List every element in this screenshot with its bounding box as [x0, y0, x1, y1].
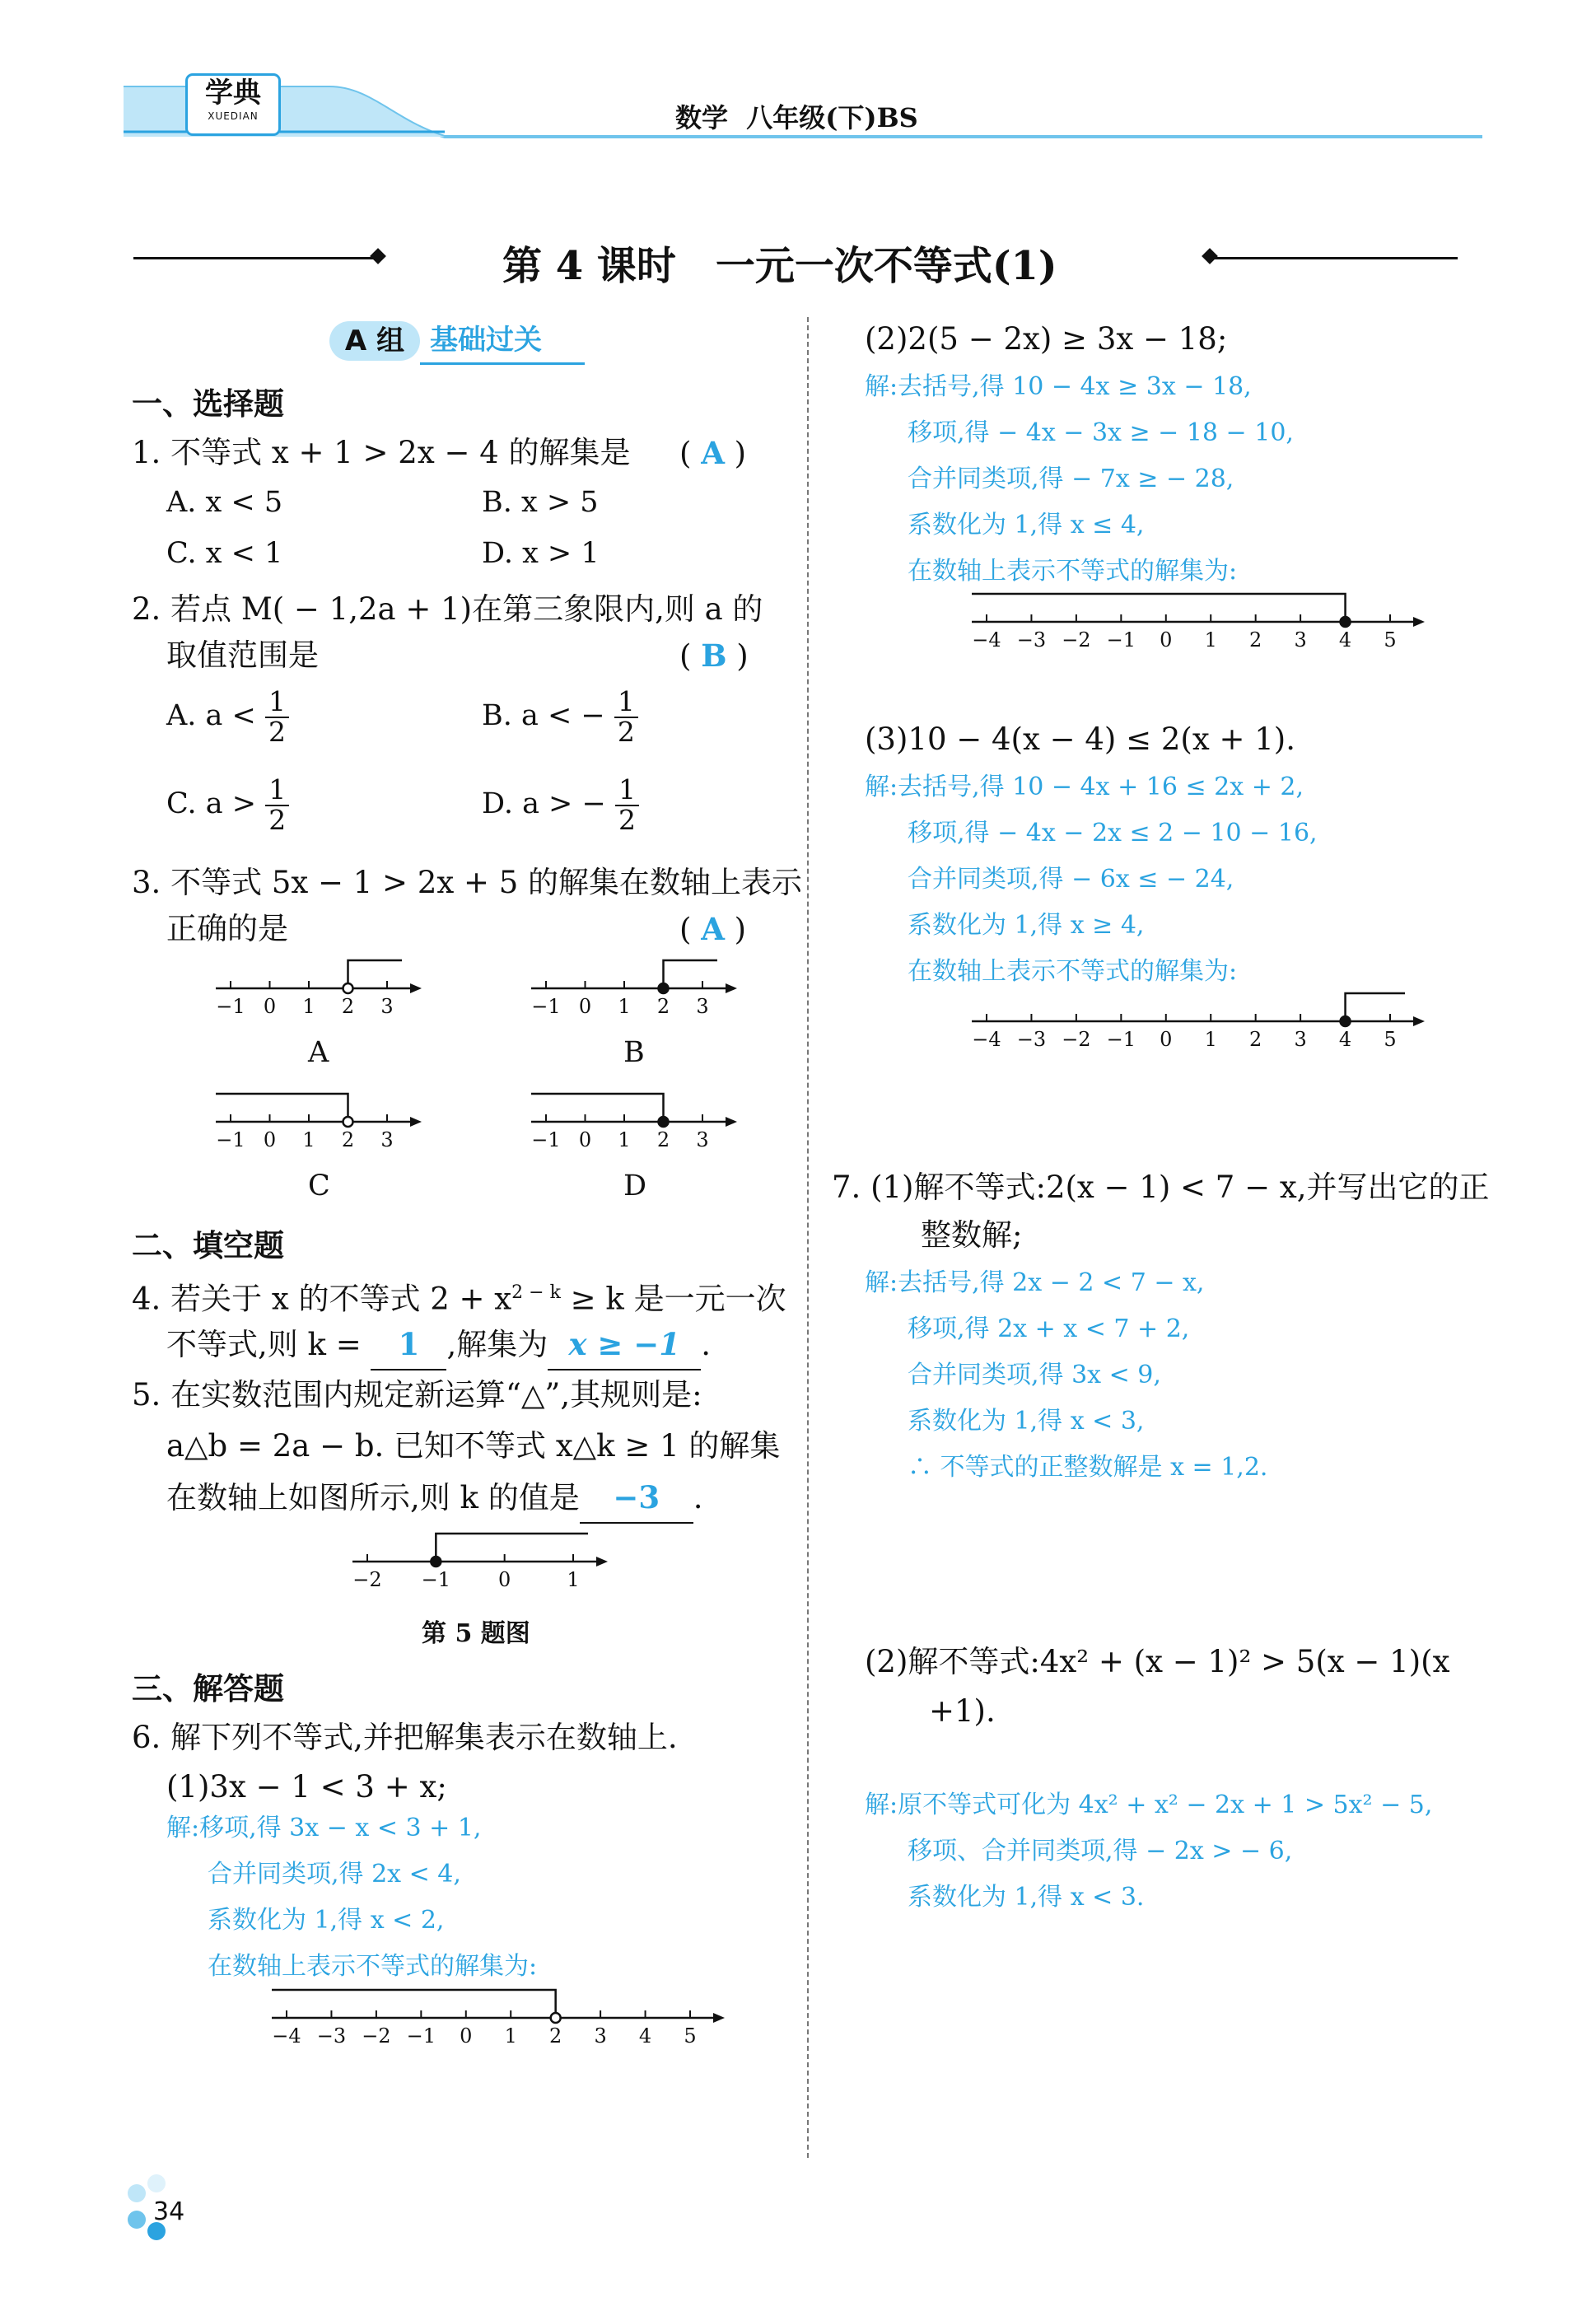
tick-label: 2 [1249, 628, 1262, 651]
tick-label: −1 [406, 2024, 436, 2048]
tick-label: 0 [1160, 628, 1173, 651]
fraction: $\frac{1}{2}$ [265, 688, 289, 746]
tick-label: 1 [302, 1128, 315, 1151]
tick-label: 4 [638, 2024, 652, 2048]
q6-part2-numberline [972, 589, 1425, 655]
solution-ray [1346, 993, 1405, 1021]
q6-part3-solution: 解:去括号,得 10 − 4x + 16 ≤ 2x + 2, 移项,得 − 4x − 2x ≤ 2 − 10 − 16, 合并同类项,得 − 6x ≤ − 24, 系数化为 1,得 x ≥ 4, 在数轴上表示不等式的解集为: [865, 773, 1318, 986]
tick-label: 2 [549, 2024, 562, 2048]
q3-stem-line1: 3. 不等式 5x − 1 > 2x + 5 的解集在数轴上表示 [132, 865, 803, 900]
q5-line2: a△b = 2a − b. 已知不等式 x△k ≥ 1 的解集 [166, 1428, 781, 1464]
q3-stem-line2: 正确的是 [166, 911, 288, 946]
tick-label: −1 [531, 995, 561, 1018]
tick-label: 2 [656, 1128, 670, 1151]
closed-endpoint [659, 1117, 669, 1127]
solution-ray [272, 1990, 556, 2018]
solution-ray [972, 594, 1346, 622]
section-solve: 三、解答题 [132, 1670, 284, 1707]
q2-stem-line2: 取值范围是 [166, 637, 319, 673]
q4-answer-set: x ≥ −1 [548, 1319, 701, 1370]
lesson-title: 第 4 课时 一元一次不等式(1) [502, 243, 1057, 289]
group-label: 基础过关 [430, 324, 542, 357]
header-title: 数学 八年级(下)BS [675, 102, 918, 133]
axis-arrow-icon [726, 1117, 737, 1127]
solution-ray [348, 960, 403, 988]
q1-opt-c: C. x < 1 [166, 537, 283, 570]
tick-label: −3 [1016, 1028, 1047, 1051]
q1-stem: 1. 不等式 x + 1 > 2x − 4 的解集是 [132, 435, 631, 470]
tick-label: 3 [380, 1128, 394, 1151]
tick-label: 1 [618, 1128, 631, 1151]
solution-ray [436, 1534, 588, 1562]
q7-part2-solution: 解:原不等式可化为 4x² + x² − 2x + 1 > 5x² − 5, 移项、合并同类项,得 − 2x > − 6, 系数化为 1,得 x < 3. [865, 1791, 1433, 1912]
q6-part1: (1)3x − 1 < 3 + x; [166, 1769, 447, 1805]
logo: 学典 XUEDIAN [188, 76, 278, 133]
solution-ray [664, 960, 718, 988]
q2-answer-bracket: ( B ) [679, 637, 749, 674]
tick-label: −1 [1106, 1028, 1136, 1051]
tick-label: 2 [656, 995, 670, 1018]
tick-label: −1 [216, 1128, 245, 1151]
solution-ray [531, 1094, 664, 1122]
tick-label: −3 [316, 2024, 347, 2048]
fraction: $\frac{1}{2}$ [615, 776, 639, 834]
axis-arrow-icon [596, 1557, 608, 1567]
q5-figure-caption: 第 5 题图 [422, 1619, 530, 1648]
q2-opt-a: A. a < $\frac{1}{2}$ [166, 688, 289, 746]
tick-label: −2 [1062, 628, 1091, 651]
closed-endpoint [1341, 617, 1351, 627]
q3-numberline-b [531, 955, 737, 1021]
q2-stem-line1: 2. 若点 M( − 1,2a + 1)在第三象限内,则 a 的 [132, 591, 763, 627]
tick-label: −2 [352, 1568, 382, 1591]
tick-label: −4 [272, 2024, 301, 2048]
tick-label: 3 [1294, 628, 1307, 651]
tick-label: 5 [1384, 1028, 1397, 1051]
axis-arrow-icon [410, 983, 422, 993]
title-rule-left [133, 257, 380, 259]
q7-part1-solution: 解:去括号,得 2x − 2 < 7 − x, 移项,得 2x + x < 7 + 2, 合并同类项,得 3x < 9, 系数化为 1,得 x < 3, ∴ 不等式的正整数解是 x = 1,2. [865, 1268, 1268, 1482]
tick-label: 3 [594, 2024, 607, 2048]
q5-numberline [352, 1529, 608, 1595]
q7-part2-line2: +1). [929, 1693, 996, 1729]
axis-arrow-icon [1413, 1016, 1425, 1026]
tick-label: 1 [1204, 1028, 1217, 1051]
axis-arrow-icon [1413, 617, 1425, 627]
tick-label: −4 [972, 1028, 1001, 1051]
tick-label: 0 [263, 1128, 277, 1151]
tick-label: 0 [498, 1568, 511, 1591]
q5-line3: 在数轴上如图所示,则 k 的值是 −3 . [166, 1473, 702, 1524]
tick-label: 1 [618, 995, 631, 1018]
axis-arrow-icon [410, 1117, 422, 1127]
q6-part2-solution: 解:去括号,得 10 − 4x ≥ 3x − 18, 移项,得 − 4x − 3x ≥ − 18 − 10, 合并同类项,得 − 7x ≥ − 28, 系数化为 1,得 x ≤ 4, 在数轴上表示不等式的解集为: [865, 372, 1294, 586]
tick-label: −1 [531, 1128, 561, 1151]
title-diamond-right [1202, 248, 1218, 264]
q2-opt-b: B. a < − $\frac{1}{2}$ [482, 688, 638, 746]
q3-numberline-a [216, 955, 422, 1021]
tick-label: −2 [362, 2024, 391, 2048]
group-badge-pill: A 组 [329, 321, 420, 361]
tick-label: 3 [696, 995, 709, 1018]
closed-endpoint [1341, 1016, 1351, 1026]
q7-part1-line2: 整数解; [921, 1217, 1023, 1253]
column-divider [807, 317, 809, 2158]
q6-part3: (3)10 − 4(x − 4) ≤ 2(x + 1). [865, 721, 1295, 757]
tick-label: 0 [263, 995, 277, 1018]
tick-label: 2 [1249, 1028, 1262, 1051]
closed-endpoint [659, 983, 669, 993]
q1-opt-b: B. x > 5 [482, 486, 599, 519]
q1-answer-bracket: ( A ) [679, 435, 747, 471]
tick-label: 0 [578, 1128, 592, 1151]
section-choice: 一、选择题 [132, 385, 284, 422]
q3-numberline-d [531, 1089, 737, 1155]
q6-part2: (2)2(5 − 2x) ≥ 3x − 18; [865, 321, 1228, 357]
q6-part1-solution: 解:移项,得 3x − x < 3 + 1, 合并同类项,得 2x < 4, 系数化为 1,得 x < 2, 在数轴上表示不等式的解集为: [166, 1814, 538, 1981]
axis-arrow-icon [713, 2013, 725, 2023]
q2-opt-d: D. a > − $\frac{1}{2}$ [482, 776, 639, 834]
q7-part1-line1: 7. (1)解不等式:2(x − 1) < 7 − x,并写出它的正 [832, 1170, 1490, 1205]
tick-label: 5 [1384, 628, 1397, 651]
q5-line1: 5. 在实数范围内规定新运算“△”,其规则是: [132, 1377, 702, 1412]
fraction: $\frac{1}{2}$ [614, 688, 638, 746]
tick-label: 0 [1160, 1028, 1173, 1051]
q4-line2: 不等式,则 k = 1 ,解集为 x ≥ −1 . [166, 1319, 711, 1370]
tick-label: 2 [341, 1128, 355, 1151]
tick-label: 3 [1294, 1028, 1307, 1051]
q6-part1-numberline [272, 1985, 725, 2051]
tick-label: −1 [421, 1568, 451, 1591]
axis-arrow-icon [726, 983, 737, 993]
tick-label: 1 [302, 995, 315, 1018]
q7-part2-line1: (2)解不等式:4x² + (x − 1)² > 5(x − 1)(x [865, 1644, 1450, 1679]
fraction: $\frac{1}{2}$ [265, 776, 289, 834]
title-diamond-left [370, 248, 386, 264]
open-endpoint [343, 1117, 353, 1127]
tick-label: 1 [567, 1568, 580, 1591]
q3-label-b: B [623, 1036, 645, 1069]
q3-answer-bracket: ( A ) [679, 911, 747, 947]
open-endpoint [343, 983, 353, 993]
group-badge [329, 320, 585, 366]
tick-label: 1 [504, 2024, 517, 2048]
solution-ray [216, 1094, 348, 1122]
q2-opt-c: C. a > $\frac{1}{2}$ [166, 776, 289, 834]
tick-label: −3 [1016, 628, 1047, 651]
tick-label: 4 [1338, 1028, 1352, 1051]
page-number: 34 [153, 2197, 185, 2226]
q5-answer: −3 [580, 1473, 693, 1524]
tick-label: −2 [1062, 1028, 1091, 1051]
q3-label-d: D [623, 1170, 647, 1202]
tick-label: 2 [341, 995, 355, 1018]
q1-opt-d: D. x > 1 [482, 537, 600, 570]
q6-part3-numberline [972, 988, 1425, 1054]
q4-answer-k: 1 [371, 1319, 446, 1370]
title-rule-right [1211, 257, 1458, 259]
q3-numberline-c [216, 1089, 422, 1155]
tick-label: 3 [696, 1128, 709, 1151]
tick-label: 4 [1338, 628, 1352, 651]
tick-label: −4 [972, 628, 1001, 651]
section-fill: 二、填空题 [132, 1227, 284, 1263]
tick-label: 0 [460, 2024, 473, 2048]
tick-label: −1 [1106, 628, 1136, 651]
tick-label: −1 [216, 995, 245, 1018]
tick-label: 5 [684, 2024, 697, 2048]
q6-stem: 6. 解下列不等式,并把解集表示在数轴上. [132, 1720, 678, 1755]
q3-label-c: C [308, 1170, 330, 1202]
open-endpoint [551, 2013, 561, 2023]
q1-opt-a: A. x < 5 [166, 486, 283, 519]
q3-label-a: A [308, 1036, 329, 1069]
tick-label: 0 [578, 995, 592, 1018]
tick-label: 3 [380, 995, 394, 1018]
tick-label: 1 [1204, 628, 1217, 651]
closed-endpoint [431, 1557, 441, 1567]
q4-line1: 4. 若关于 x 的不等式 $2 + x^{2 - k} \ge k$ 是一元一次 [132, 1281, 786, 1317]
